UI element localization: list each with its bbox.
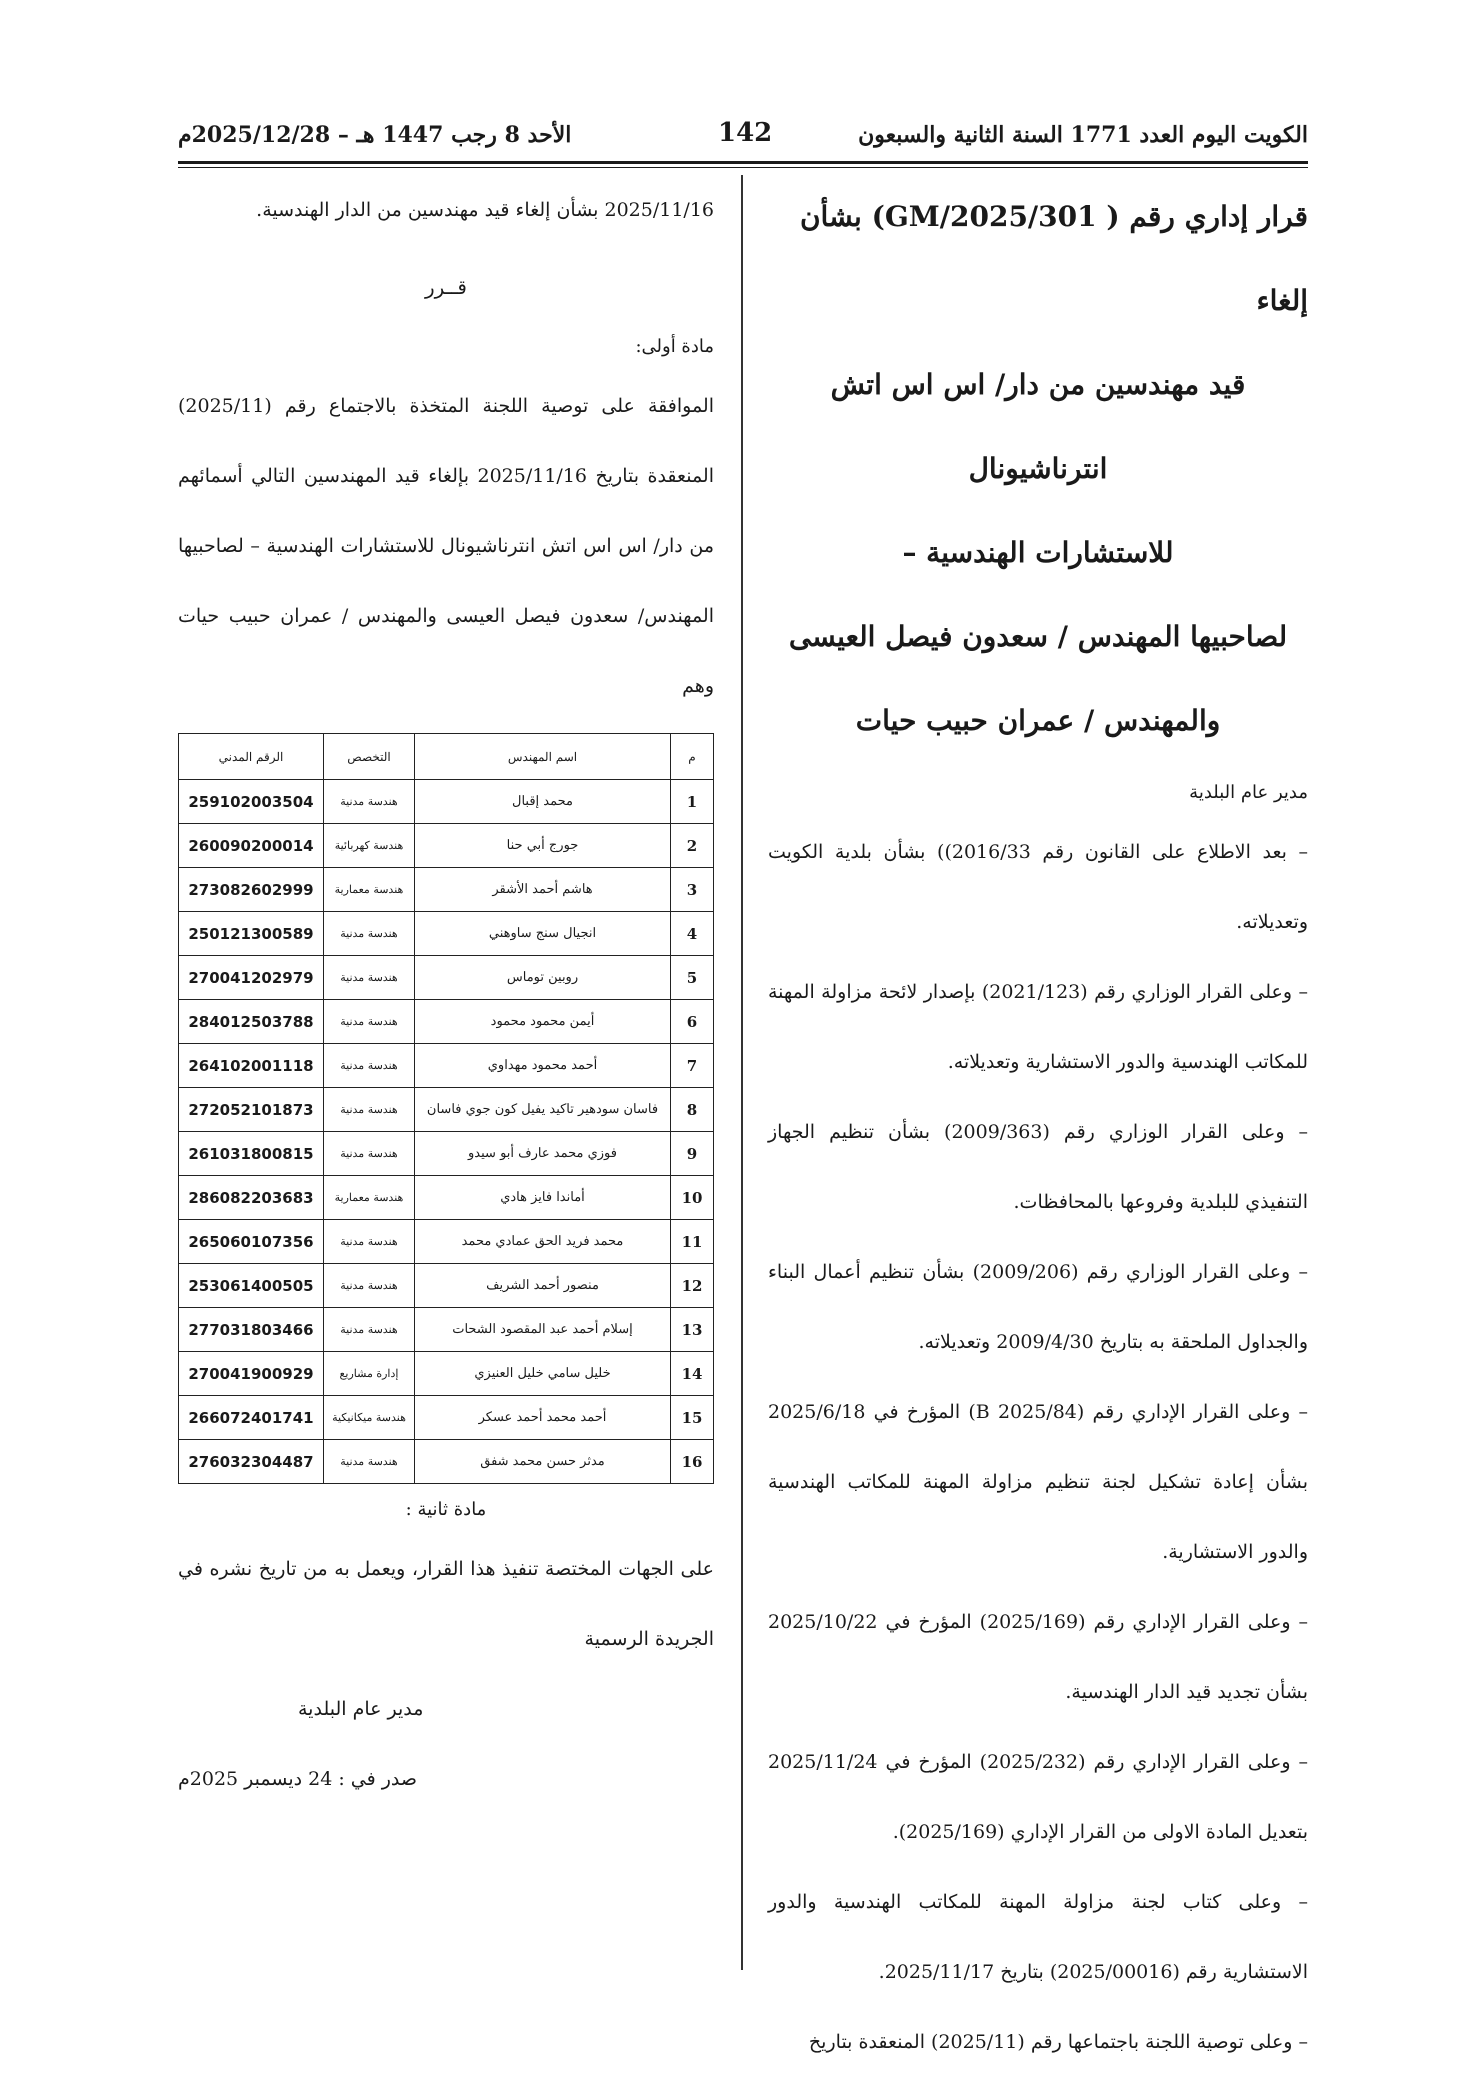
specialty: هندسة مدنية: [323, 1440, 414, 1484]
title-line: لصاحبيها المهندس / سعدون فيصل العيسى: [788, 620, 1288, 653]
title-line: والمهندس / عمران حبيب حيات: [855, 704, 1221, 737]
table-row: [179, 780, 714, 824]
engineer-name: محمد إقبال: [415, 780, 671, 824]
row-index: 16: [671, 1440, 714, 1484]
row-index: 15: [671, 1396, 714, 1440]
engineer-name: أيمن محمود محمود: [415, 1000, 671, 1044]
civil-id: 265060107356: [179, 1220, 324, 1264]
table-row: [179, 1088, 714, 1132]
recital-item: – بعد الاطلاع على القانون رقم 2016/33)) بشأن بلدية الكويت وتعديلاته.: [768, 841, 1308, 933]
engineer-name: مدثر حسن محمد شفق: [415, 1440, 671, 1484]
table-row: [179, 1176, 714, 1220]
civil-id: 270041202979: [179, 956, 324, 1000]
engineer-name: أماندا فايز هادي: [415, 1176, 671, 1220]
civil-id: 259102003504: [179, 780, 324, 824]
col-header-civil-id: الرقم المدني: [179, 734, 324, 780]
recital-item: – وعلى القرار الوزاري رقم (2021/123) بإصدار لائحة مزاولة المهنة للمكاتب الهندسية والدور الاستشارية وتعديلاته.: [768, 981, 1308, 1073]
specialty: هندسة مدنية: [323, 780, 414, 824]
title-line: قرار إداري رقم ( GM/2025/301) بشأن إلغاء: [799, 200, 1308, 317]
row-index: 4: [671, 912, 714, 956]
specialty: هندسة كهربائية: [323, 824, 414, 868]
engineer-name: هاشم أحمد الأشقر: [415, 868, 671, 912]
issued-date: صدر في : 24 ديسمبر 2025م: [178, 1768, 418, 1790]
table-row: [179, 1352, 714, 1396]
page-number: 142: [718, 118, 773, 148]
specialty: هندسة مدنية: [323, 1132, 414, 1176]
civil-id: 260090200014: [179, 824, 324, 868]
engineer-name: محمد فريد الحق عمادي محمد: [415, 1220, 671, 1264]
specialty: هندسة ميكانيكية: [323, 1396, 414, 1440]
specialty: هندسة معمارية: [323, 868, 414, 912]
civil-id: 284012503788: [179, 1000, 324, 1044]
row-index: 13: [671, 1308, 714, 1352]
table-row: [179, 1308, 714, 1352]
table-row: [179, 912, 714, 956]
civil-id: 266072401741: [179, 1396, 324, 1440]
engineer-name: فوزي محمد عارف أبو سيدو: [415, 1132, 671, 1176]
row-index: 5: [671, 956, 714, 1000]
decision-title: [768, 175, 1308, 763]
specialty: هندسة مدنية: [323, 1044, 414, 1088]
specialty: هندسة مدنية: [323, 1264, 414, 1308]
recital-item: – وعلى كتاب لجنة مزاولة المهنة للمكاتب الهندسية والدور الاستشارية رقم (2025/00016) بتاريخ 2025/11/17.: [768, 1891, 1308, 1983]
table-row: [179, 1132, 714, 1176]
row-index: 10: [671, 1176, 714, 1220]
table-row: [179, 824, 714, 868]
civil-id: 277031803466: [179, 1308, 324, 1352]
specialty: هندسة مدنية: [323, 1088, 414, 1132]
row-index: 8: [671, 1088, 714, 1132]
specialty: هندسة مدنية: [323, 1220, 414, 1264]
recital-continuation: 2025/11/16 بشأن إلغاء قيد مهندسين من الدار الهندسية.: [256, 199, 714, 221]
engineer-name: فاسان سودهير تاكيد يفيل كون جوي فاسان: [415, 1088, 671, 1132]
civil-id: 276032304487: [179, 1440, 324, 1484]
decision-word: قــرر: [425, 275, 467, 299]
recital-item: – وعلى القرار الوزاري رقم (2009/206) بشأن تنظيم أعمال البناء والجداول الملحقة به بتاريخ 2009/4/30 وتعديلاته.: [768, 1261, 1309, 1353]
table-body: [179, 780, 714, 1484]
engineer-name: منصور أحمد الشريف: [415, 1264, 671, 1308]
civil-id: 250121300589: [179, 912, 324, 956]
title-line: قيد مهندسين من دار/ اس اس اتش انترناشيونال: [830, 368, 1246, 485]
recital-item: – وعلى القرار الوزاري رقم (2009/363) بشأن تنظيم الجهاز التنفيذي للبلدية وفروعها بالمحافظات.: [768, 1121, 1308, 1213]
title-line: للاستشارات الهندسية –: [902, 536, 1174, 569]
article2-label: مادة ثانية :: [405, 1499, 487, 1520]
engineer-name: إسلام أحمد عبد المقصود الشحات: [415, 1308, 671, 1352]
table-row: [179, 1000, 714, 1044]
left-column: [178, 175, 714, 1814]
table-row: [179, 1220, 714, 1264]
specialty: هندسة مدنية: [323, 1000, 414, 1044]
row-index: 6: [671, 1000, 714, 1044]
table-row: [179, 1044, 714, 1088]
header-rule-thin: [178, 167, 1308, 168]
table-row: [179, 1396, 714, 1440]
column-divider: [741, 175, 743, 1970]
civil-id: 253061400505: [179, 1264, 324, 1308]
row-index: 2: [671, 824, 714, 868]
civil-id: 264102001118: [179, 1044, 324, 1088]
engineers-table: [178, 733, 714, 1484]
header-issue-info: الكويت اليوم العدد 1771 السنة الثانية والسبعون: [858, 122, 1308, 148]
article1-text: الموافقة على توصية اللجنة المتخذة بالاجتماع رقم (2025/11) المنعقدة بتاريخ 2025/11/16 بإلغاء قيد المهندسين التالي أسمائهم من دار/ اس اس اتش انترناشيونال للاستشارات الهندسية – لصاحبيها المهندس/ سعدون فيصل العيسى والمهندس / عمران حبيب حيات وهم: [178, 395, 714, 697]
engineer-name: انجيال سنج ساوهني: [415, 912, 671, 956]
row-index: 9: [671, 1132, 714, 1176]
signature: مدير عام البلدية: [298, 1698, 424, 1720]
header-rule-thick: [178, 161, 1308, 164]
row-index: 7: [671, 1044, 714, 1088]
civil-id: 273082602999: [179, 868, 324, 912]
header-date: الأحد 8 رجب 1447 هـ – 2025/12/28م: [178, 122, 572, 148]
row-index: 3: [671, 868, 714, 912]
specialty: هندسة مدنية: [323, 956, 414, 1000]
row-index: 11: [671, 1220, 714, 1264]
col-header-name: اسم المهندس: [415, 734, 671, 780]
row-index: 1: [671, 780, 714, 824]
table-row: [179, 1264, 714, 1308]
civil-id: 286082203683: [179, 1176, 324, 1220]
civil-id: 272052101873: [179, 1088, 324, 1132]
specialty: إدارة مشاريع: [323, 1352, 414, 1396]
recital-item: – وعلى القرار الإداري رقم (2025/232) المؤرخ في 2025/11/24 بتعديل المادة الاولى من القرار الإداري (2025/169).: [768, 1751, 1308, 1843]
engineer-name: أحمد محمد أحمد عسكر: [415, 1396, 671, 1440]
article1-label: مادة أولى:: [635, 336, 714, 357]
engineer-name: أحمد محمود مهداوي: [415, 1044, 671, 1088]
recital-item: – وعلى القرار الإداري رقم (2025/169) المؤرخ في 2025/10/22 بشأن تجديد قيد الدار الهندسية.: [768, 1611, 1308, 1703]
civil-id: 270041900929: [179, 1352, 324, 1396]
engineer-name: جورج أبي حنا: [415, 824, 671, 868]
table-header-row: [179, 734, 714, 780]
recital-item: – وعلى توصية اللجنة باجتماعها رقم (2025/11) المنعقدة بتاريخ: [808, 2031, 1308, 2053]
row-index: 12: [671, 1264, 714, 1308]
col-header-specialty: التخصص: [323, 734, 414, 780]
row-index: 14: [671, 1352, 714, 1396]
specialty: هندسة معمارية: [323, 1176, 414, 1220]
recital-item: – وعلى القرار الإداري رقم (B 2025/84) المؤرخ في 2025/6/18 بشأن إعادة تشكيل لجنة تنظيم مزاولة المهنة للمكاتب الهندسية والدور الاستشارية.: [768, 1401, 1308, 1563]
col-header-index: م: [671, 734, 714, 780]
table-row: [179, 868, 714, 912]
specialty: هندسة مدنية: [323, 912, 414, 956]
issuer-label: مدير عام البلدية: [1189, 782, 1308, 803]
engineer-name: خليل سامي خليل العنيزي: [415, 1352, 671, 1396]
table-row: [179, 1440, 714, 1484]
right-column: [768, 175, 1308, 2077]
engineer-name: روبين توماس: [415, 956, 671, 1000]
table-row: [179, 956, 714, 1000]
page-header: [178, 118, 1308, 158]
article2-text: على الجهات المختصة تنفيذ هذا القرار، ويعمل به من تاريخ نشره في الجريدة الرسمية: [178, 1558, 714, 1650]
civil-id: 261031800815: [179, 1132, 324, 1176]
specialty: هندسة مدنية: [323, 1308, 414, 1352]
